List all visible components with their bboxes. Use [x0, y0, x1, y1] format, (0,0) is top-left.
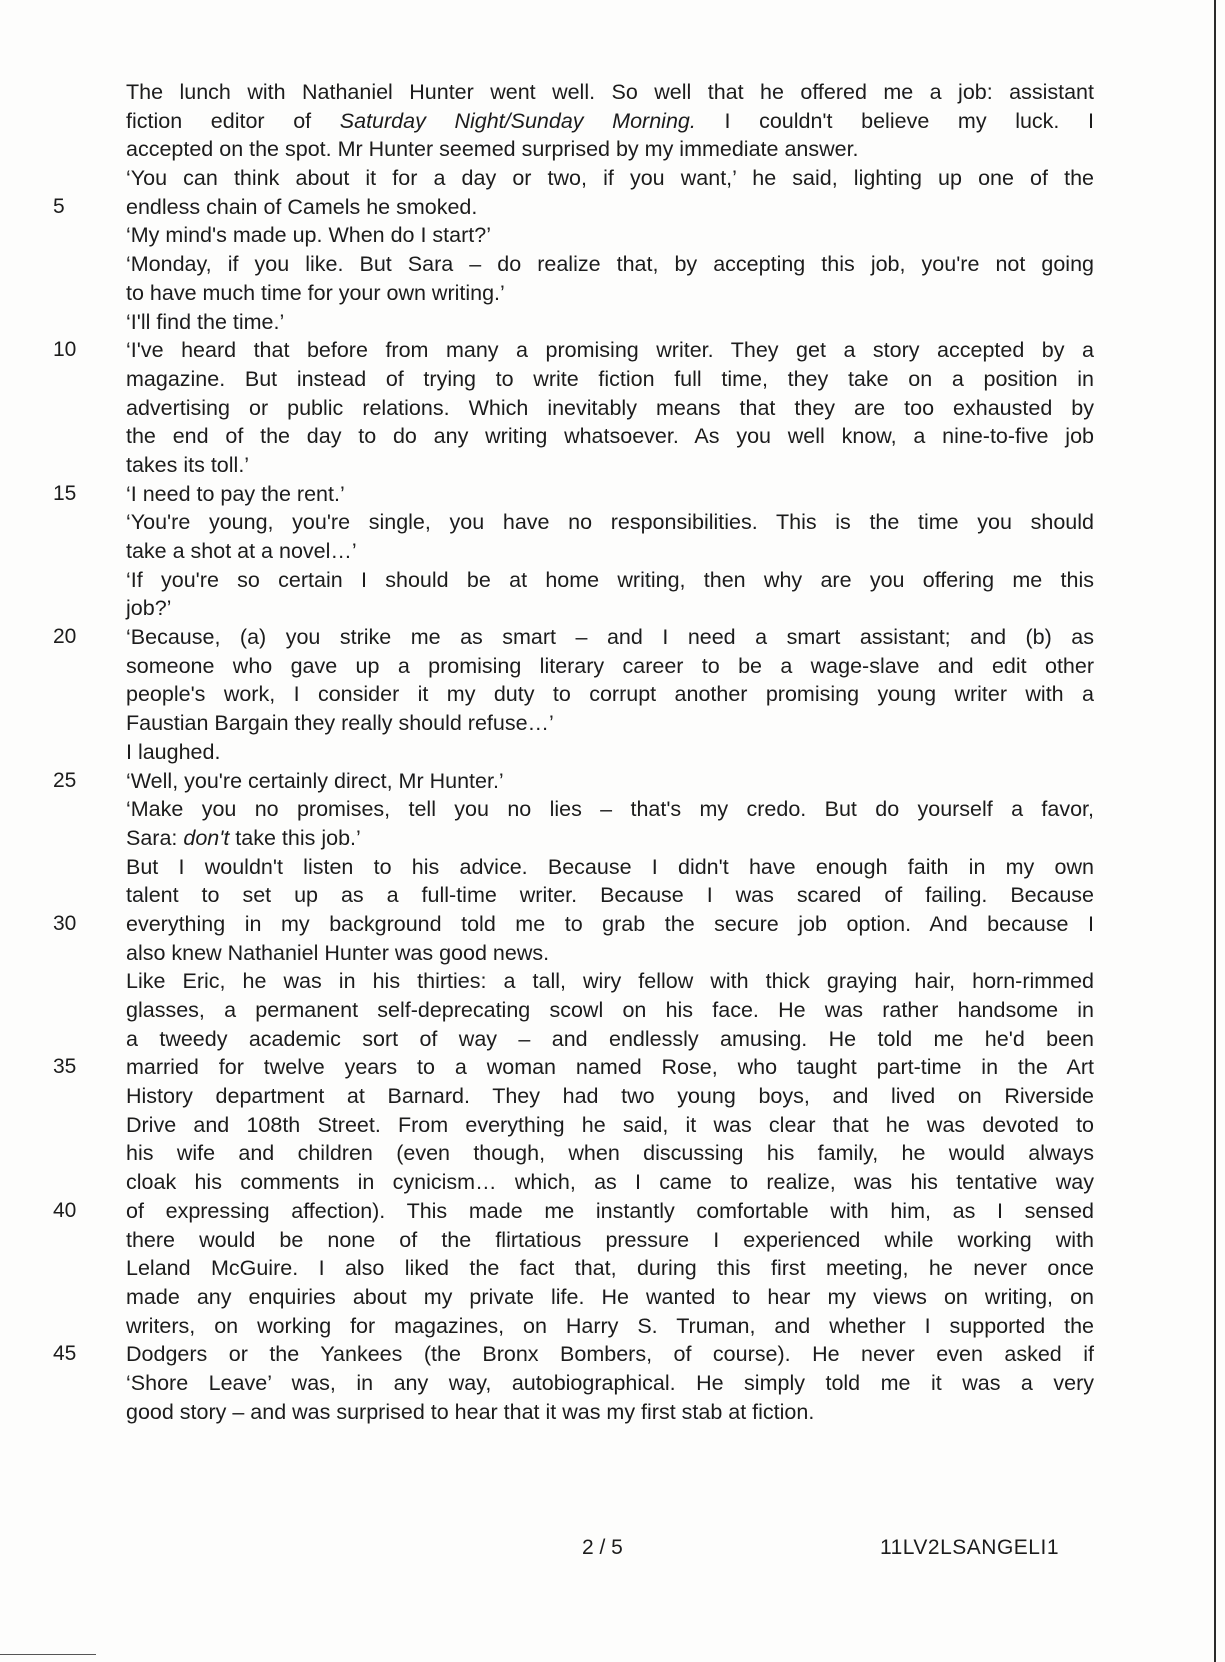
- text-line: [126, 1025, 1094, 1054]
- line-text: [126, 1111, 1094, 1140]
- text-run: made any enquiries about my private life. He wanted to hear my views on writing, on: [126, 1284, 1094, 1309]
- text-run: ‘I need to pay the rent.’: [126, 481, 345, 506]
- passage-text: [53, 78, 1095, 1426]
- text-line: [53, 336, 1094, 365]
- text-line: [126, 709, 1094, 738]
- line-text: [126, 767, 1094, 796]
- line-number: 45: [53, 1342, 77, 1366]
- text-line: [53, 480, 1094, 509]
- text-run: I couldn't believe my luck. I: [695, 108, 1095, 133]
- text-line: [126, 1139, 1094, 1168]
- text-line: [126, 135, 1094, 164]
- line-text: [126, 652, 1094, 681]
- text-run: ‘Make you no promises, tell you no lies – that's my credo. But do yourself a favor,: [126, 797, 1094, 822]
- text-run: History department at Barnard. They had two young boys, and lived on Riverside: [126, 1084, 1094, 1109]
- line-text: [126, 78, 1094, 107]
- line-text: [126, 308, 1094, 337]
- line-text: [126, 336, 1094, 365]
- text-line: [126, 1168, 1094, 1197]
- line-text: [126, 537, 1094, 566]
- text-line: [53, 767, 1094, 796]
- text-line: [126, 221, 1094, 250]
- text-line: [126, 537, 1094, 566]
- text-line: [126, 1398, 1094, 1427]
- text-line: [126, 279, 1094, 308]
- text-line: [126, 250, 1094, 279]
- text-run: fiction editor of: [126, 108, 340, 133]
- line-text: [126, 566, 1094, 595]
- text-run: take a shot at a novel…’: [126, 539, 357, 563]
- text-line: [126, 1226, 1094, 1255]
- line-text: [126, 480, 1094, 509]
- text-run: Faustian Bargain they really should refuse…’: [126, 711, 554, 736]
- text-run: glasses, a permanent self-deprecating scowl on his face. He was rather handsome in: [126, 998, 1094, 1022]
- line-text: [126, 853, 1094, 882]
- line-text: [126, 250, 1094, 279]
- line-text: [126, 508, 1094, 537]
- text-run: But I wouldn't listen to his advice. Because I didn't have enough faith in my own: [126, 854, 1094, 879]
- scan-edge-line: [1214, 0, 1216, 1662]
- text-line: [126, 652, 1094, 681]
- text-run: also knew Nathaniel Hunter was good news.: [126, 940, 550, 965]
- line-number: 15: [53, 481, 77, 505]
- text-run: to have much time for your own writing.’: [126, 280, 505, 305]
- text-run: ‘My mind's made up. When do I start?’: [126, 223, 491, 248]
- italic-text: don't: [183, 825, 230, 850]
- text-line: [126, 1369, 1094, 1398]
- line-text: [126, 1340, 1094, 1369]
- text-line: [126, 594, 1094, 623]
- text-run: someone who gave up a promising literary career to be a wage-slave and edit other: [126, 653, 1094, 678]
- line-text: [126, 1197, 1094, 1226]
- text-run: talent to set up as a full-time writer. Because I was scared of failing. Because: [126, 883, 1094, 908]
- text-line: [126, 394, 1094, 423]
- line-text: [126, 680, 1094, 709]
- line-text: [126, 221, 1094, 250]
- text-run: cloak his comments in cynicism… which, as I came to realize, was his tentative way: [126, 1170, 1094, 1195]
- text-line: [53, 910, 1094, 939]
- line-number: 30: [53, 911, 77, 935]
- text-line: [126, 680, 1094, 709]
- line-text: [126, 939, 1094, 968]
- text-run: magazine. But instead of trying to write fiction full time, they take on a position in: [126, 366, 1094, 391]
- text-line: [126, 738, 1094, 767]
- line-number: 25: [53, 768, 77, 792]
- text-line: [126, 996, 1094, 1025]
- text-run: married for twelve years to a woman named Rose, who taught part-time in the Art: [126, 1055, 1094, 1080]
- text-run: good story – and was surprised to hear that it was my first stab at fiction.: [126, 1399, 815, 1424]
- line-text: [126, 1312, 1094, 1341]
- text-line: [126, 1082, 1094, 1111]
- text-line: [126, 365, 1094, 394]
- text-run: The lunch with Nathaniel Hunter went well. So well that he offered me a job: assistant: [126, 80, 1094, 104]
- text-run: ‘You're young, you're single, you have no responsibilities. This is the time you should: [126, 510, 1094, 535]
- text-run: writers, on working for magazines, on Harry S. Truman, and whether I supported the: [126, 1313, 1094, 1338]
- line-text: [126, 623, 1094, 652]
- line-text: [126, 1025, 1094, 1054]
- text-run: accepted on the spot. Mr Hunter seemed surprised by my immediate answer.: [126, 137, 859, 162]
- text-line: [126, 881, 1094, 910]
- line-number: 10: [53, 338, 77, 362]
- text-run: I laughed.: [126, 739, 221, 764]
- line-text: [126, 1398, 1094, 1427]
- line-text: [126, 1053, 1094, 1082]
- line-text: [126, 1283, 1094, 1312]
- text-line: [126, 967, 1094, 996]
- text-line: [53, 623, 1094, 652]
- text-line: [126, 107, 1094, 136]
- bottom-rule: [0, 1654, 96, 1655]
- line-text: [126, 107, 1094, 136]
- text-line: [126, 824, 1094, 853]
- text-line: [126, 853, 1094, 882]
- text-line: [126, 1283, 1094, 1312]
- line-text: [126, 1139, 1094, 1168]
- italic-text: Saturday Night/Sunday Morning.: [339, 108, 696, 133]
- text-line: [126, 308, 1094, 337]
- text-run: ‘Monday, if you like. But Sara – do realize that, by accepting this job, you're not going: [126, 252, 1094, 277]
- text-run: ‘Because, (a) you strike me as smart – and I need a smart assistant; and (b) as: [126, 625, 1094, 650]
- text-line: [126, 795, 1094, 824]
- line-text: [126, 193, 1094, 222]
- text-run: ‘I've heard that before from many a promising writer. They get a story accepted by a: [126, 338, 1094, 363]
- line-text: [126, 996, 1094, 1025]
- text-line: [53, 1053, 1094, 1082]
- text-run: takes its toll.’: [126, 452, 250, 477]
- line-number: 35: [53, 1055, 77, 1079]
- text-run: Like Eric, he was in his thirties: a tall, wiry fellow with thick graying hair, horn-rimmed: [126, 969, 1094, 994]
- text-line: [53, 193, 1094, 222]
- line-text: [126, 1254, 1094, 1283]
- line-text: [126, 135, 1094, 164]
- text-line: [126, 1254, 1094, 1283]
- line-text: [126, 1082, 1094, 1111]
- text-run: job?’: [126, 596, 172, 621]
- text-run: Drive and 108th Street. From everything he said, it was clear that he was devoted to: [126, 1112, 1094, 1137]
- text-run: Leland McGuire. I also liked the fact that, during this first meeting, he never once: [126, 1256, 1094, 1281]
- text-run: advertising or public relations. Which inevitably means that they are too exhausted by: [126, 395, 1094, 420]
- line-text: [126, 365, 1094, 394]
- line-text: [126, 1226, 1094, 1255]
- line-number: 5: [53, 194, 65, 218]
- line-text: [126, 1369, 1094, 1398]
- text-run: ‘I'll find the time.’: [126, 309, 285, 334]
- text-line: [126, 1111, 1094, 1140]
- text-run: there would be none of the flirtatious pressure I experienced while working with: [126, 1227, 1094, 1252]
- line-number: 20: [53, 625, 77, 649]
- text-run: everything in my background told me to grab the secure job option. And because I: [126, 911, 1094, 936]
- line-text: [126, 967, 1094, 996]
- text-line: [126, 164, 1094, 193]
- text-run: Dodgers or the Yankees (the Bronx Bombers, of course). He never even asked if: [126, 1342, 1094, 1367]
- text-run: Sara:: [126, 825, 184, 850]
- line-text: [126, 910, 1094, 939]
- text-run: the end of the day to do any writing whatsoever. As you well know, a nine-to-five job: [126, 424, 1094, 449]
- text-line: [126, 939, 1094, 968]
- text-line: [126, 451, 1094, 480]
- line-text: [126, 795, 1094, 824]
- text-run: people's work, I consider it my duty to corrupt another promising young writer with a: [126, 682, 1094, 707]
- line-text: [126, 881, 1094, 910]
- page-number: 2 / 5: [582, 1536, 623, 1559]
- line-text: [126, 824, 1094, 853]
- line-text: [126, 738, 1094, 767]
- line-text: [126, 451, 1094, 480]
- text-run: of expressing affection). This made me instantly comfortable with him, as I sensed: [126, 1198, 1094, 1223]
- text-line: [53, 1340, 1094, 1369]
- text-line: [126, 78, 1094, 107]
- text-run: ‘Shore Leave’ was, in any way, autobiographical. He simply told me it was a very: [126, 1370, 1094, 1395]
- text-run: his wife and children (even though, when discussing his family, he would always: [126, 1141, 1094, 1166]
- text-run: ‘Well, you're certainly direct, Mr Hunter.’: [126, 768, 504, 793]
- text-run: ‘You can think about it for a day or two, if you want,’ he said, lighting up one of the: [126, 166, 1094, 191]
- text-run: endless chain of Camels he smoked.: [126, 194, 478, 219]
- text-line: [126, 508, 1094, 537]
- text-run: take this job.’: [229, 825, 361, 850]
- text-run: a tweedy academic sort of way – and endlessly amusing. He told me he'd been: [126, 1026, 1094, 1051]
- line-text: [126, 1168, 1094, 1197]
- text-line: [53, 1197, 1094, 1226]
- line-text: [126, 594, 1094, 623]
- document-code: 11LV2LSANGELI1: [880, 1536, 1059, 1559]
- line-text: [126, 422, 1094, 451]
- line-text: [126, 279, 1094, 308]
- line-number: 40: [53, 1198, 77, 1222]
- text-line: [126, 422, 1094, 451]
- text-line: [126, 1312, 1094, 1341]
- text-line: [126, 566, 1094, 595]
- line-text: [126, 709, 1094, 738]
- text-run: ‘If you're so certain I should be at home writing, then why are you offering me this: [126, 567, 1094, 592]
- line-text: [126, 164, 1094, 193]
- line-text: [126, 394, 1094, 423]
